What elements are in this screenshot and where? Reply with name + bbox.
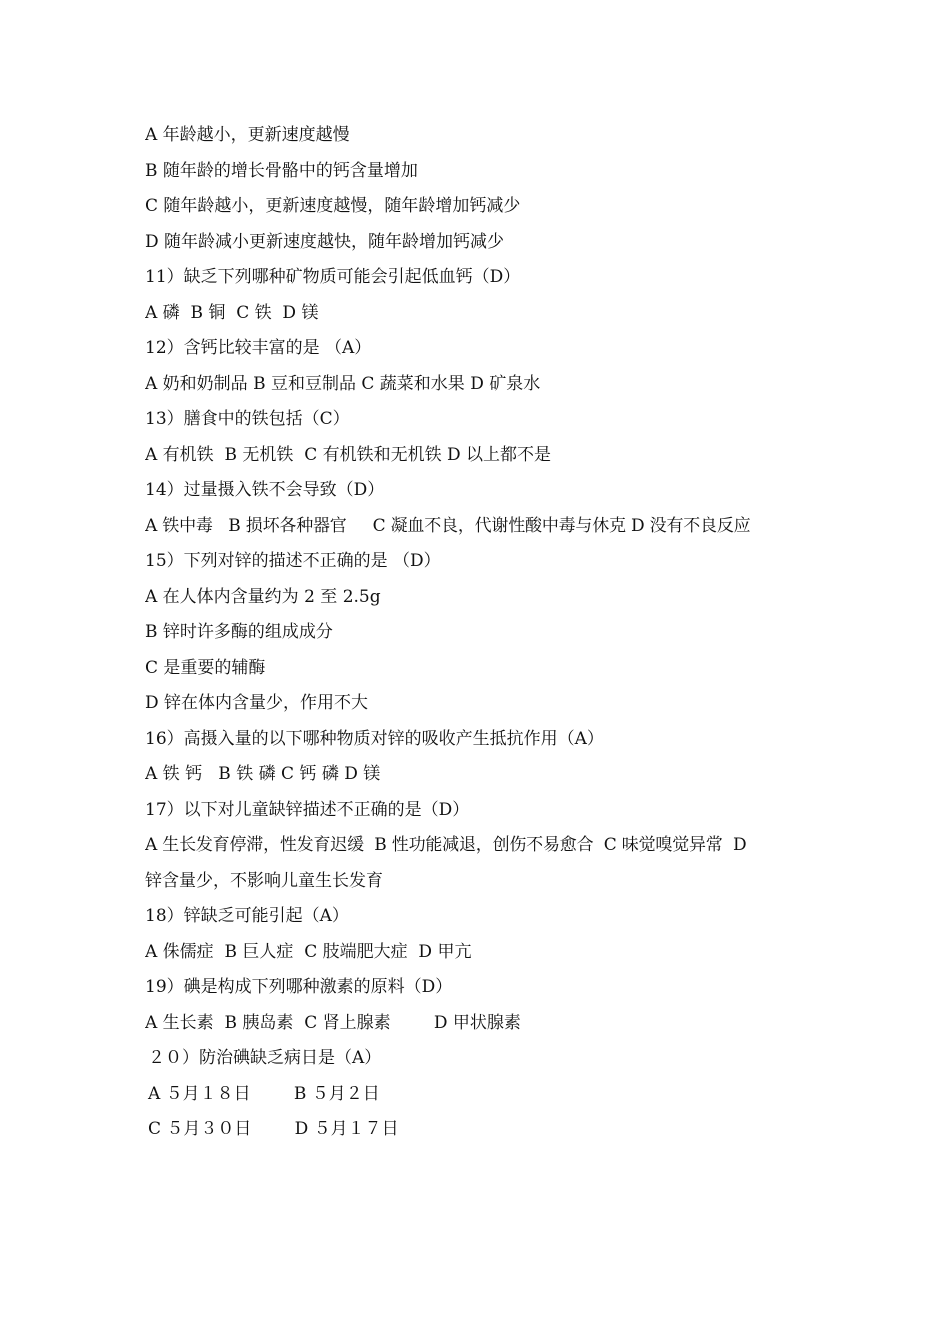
option-line: B 随年龄的增长骨骼中的钙含量增加 [145, 160, 418, 181]
option-line: C 随年龄越小，更新速度越慢，随年龄增加钙减少 [145, 196, 521, 216]
option-line: A 在人体内含量约为 2 至 2.5g [145, 586, 381, 607]
option-line: B 锌时许多酶的组成成分 [145, 622, 333, 642]
question-line: 16）高摄入量的以下哪种物质对锌的吸收产生抵抗作用（A） [145, 728, 604, 749]
option-line: A 奶和奶制品 B 豆和豆制品 C 蔬菜和水果 D 矿泉水 [145, 373, 541, 394]
option-line: A ５月１８日 B ５月２日 [148, 1083, 380, 1104]
option-line: A 铁 钙 B 铁 磷 C 钙 磷 D 镁 [145, 764, 381, 784]
option-line: C ５月３０日 D ５月１７日 [148, 1119, 399, 1139]
option-line: A 侏儒症 B 巨人症 C 肢端肥大症 D 甲亢 [145, 941, 472, 962]
question-line: 15）下列对锌的描述不正确的是 （D） [145, 551, 441, 571]
question-line: 11）缺乏下列哪种矿物质可能会引起低血钙（D） [145, 267, 521, 287]
question-line: 14）过量摄入铁不会导致（D） [145, 480, 385, 500]
option-line: A 年龄越小，更新速度越慢 [145, 125, 350, 145]
option-line: C 是重要的辅酶 [145, 657, 266, 678]
option-line: D 锌在体内含量少，作用不大 [145, 693, 369, 713]
option-line: A 铁中毒 B 损坏各种器官 C 凝血不良，代谢性酸中毒与休克 D 没有不良反应 [145, 515, 751, 536]
question-line: 19）碘是构成下列哪种激素的原料（D） [145, 977, 453, 997]
option-line-continued: 锌含量少，不影响儿童生长发育 [145, 870, 383, 891]
option-line: A 有机铁 B 无机铁 C 有机铁和无机铁 D 以上都不是 [145, 444, 552, 465]
question-line: 17）以下对儿童缺锌描述不正确的是（D） [145, 799, 470, 820]
question-line: 13）膳食中的铁包括（C） [145, 409, 350, 429]
option-line: A 生长素 B 胰岛素 C 肾上腺素 D 甲状腺素 [145, 1012, 521, 1033]
option-line: A 磷 B 铜 C 铁 D 镁 [145, 302, 319, 323]
question-line: ２０）防治碘缺乏病日是（A） [148, 1048, 382, 1068]
document-body [145, 118, 825, 1148]
question-line: 18）锌缺乏可能引起（A） [145, 906, 349, 926]
option-line: D 随年龄减小更新速度越快，随年龄增加钙减少 [145, 231, 505, 252]
question-line: 12）含钙比较丰富的是 （A） [145, 338, 372, 358]
option-line: A 生长发育停滞，性发育迟缓 B 性功能减退，创伤不易愈合 C 味觉嗅觉异常 D [145, 835, 747, 855]
